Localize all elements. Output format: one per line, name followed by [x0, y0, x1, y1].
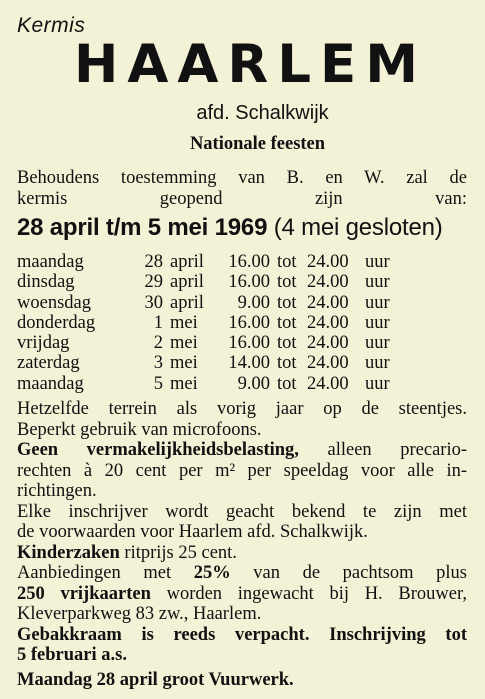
conditions-text	[17, 399, 467, 690]
vrijkaarten-rest: worden ingewacht bij H. Brouwer,	[166, 583, 467, 604]
date-range-main: 28 april t/m 5 mei 1969	[17, 214, 268, 241]
inschrijver-line-1: Elke inschrijver wordt geacht bekend te zijn met	[17, 501, 467, 522]
terrein-line-1: Hetzelfde terrein als vorig jaar op de steentjes.	[17, 399, 467, 419]
belasting-line-2: rechten à 20 cent per m² per speeldag voor alle in-	[17, 460, 467, 481]
vrijkaarten-line	[17, 584, 467, 605]
schedule-day: maandag	[17, 373, 84, 394]
schedule-day: zaterdag	[17, 353, 80, 374]
inschrijver-line-2: de voorwaarden voor Haarlem afd. Schalkwijk.	[17, 522, 368, 542]
schedule-uur: uur	[365, 292, 390, 313]
schedule-month: april	[170, 292, 204, 313]
schedule-to-time: 24.00	[307, 292, 349, 313]
schedule-uur: uur	[365, 312, 390, 333]
schedule-date: 29	[144, 272, 163, 293]
schedule-uur: uur	[365, 272, 390, 293]
vrijkaarten-bold: 250 vrijkaarten	[17, 583, 151, 604]
gebakkraam-line-2: 5 februari a.s.	[17, 645, 127, 665]
schedule-date: 1	[153, 312, 163, 333]
schedule-date: 28	[144, 252, 163, 272]
schedule-uur: uur	[365, 252, 390, 272]
aanbiedingen-line	[17, 563, 467, 584]
schedule-to-time: 24.00	[307, 373, 349, 394]
kinderzaken-bold: Kinderzaken	[17, 542, 120, 563]
kinderzaken-rest: ritprijs 25 cent.	[124, 542, 237, 563]
intro-line-2: kermis geopend zijn van:	[17, 188, 467, 209]
adres-line: Kleverparkweg 83 zw., Haarlem.	[17, 604, 262, 624]
schedule-tot: tot	[277, 353, 297, 374]
schedule-to-time: 24.00	[307, 353, 349, 374]
schedule-month: mei	[170, 312, 198, 333]
schedule-to-time: 24.00	[307, 312, 349, 333]
schedule-month: mei	[170, 333, 198, 354]
schedule-month: april	[170, 252, 204, 272]
aanbiedingen-b: van de pachtsom plus	[253, 563, 467, 583]
intro-line-1: Behoudens toestemming van B. en W. zal de	[17, 168, 467, 188]
schedule-date: 5	[153, 373, 163, 394]
afdeling-label: afd. Schalkwijk	[196, 102, 329, 124]
schedule-from-time: 14.00	[228, 353, 270, 374]
belasting-rest: alleen precario-	[327, 440, 467, 460]
schedule-day: vrijdag	[17, 333, 70, 354]
schedule-to-time: 24.00	[307, 272, 349, 293]
schedule-from-time: 16.00	[228, 252, 270, 272]
schedule-from-time: 16.00	[228, 312, 270, 333]
terrein-line-2: Beperkt gebruik van microfoons.	[17, 419, 262, 440]
aanbiedingen-pct: 25%	[193, 563, 231, 583]
aanbiedingen-a: Aanbiedingen met	[17, 563, 172, 583]
kinderzaken-line	[17, 543, 467, 564]
kermis-label: Kermis	[17, 14, 86, 37]
belasting-bold: Geen vermakelijkheidsbelasting,	[17, 440, 299, 460]
belasting-line-1	[17, 440, 467, 461]
schedule-from-time: 9.00	[237, 373, 270, 394]
schedule-month: mei	[170, 353, 198, 374]
schedule-to-time: 24.00	[307, 333, 349, 354]
schedule-tot: tot	[277, 292, 297, 313]
date-range-note: (4 mei gesloten)	[273, 214, 443, 241]
schedule-month: mei	[170, 373, 198, 394]
vuurwerk-line: Maandag 28 april groot Vuurwerk.	[17, 669, 294, 690]
schedule-day: maandag	[17, 252, 84, 272]
schedule-date: 30	[144, 292, 163, 313]
schedule-tot: tot	[277, 252, 297, 272]
schedule-day: dinsdag	[17, 272, 75, 293]
schedule-day: woensdag	[17, 292, 91, 313]
schedule-uur: uur	[365, 333, 390, 354]
schedule-from-time: 16.00	[228, 272, 270, 293]
schedule-from-time: 9.00	[237, 292, 270, 313]
belasting-line-3: richtingen.	[17, 481, 97, 501]
schedule-tot: tot	[277, 333, 297, 354]
schedule-tot: tot	[277, 373, 297, 394]
schedule-date: 2	[153, 333, 163, 354]
date-range	[17, 214, 472, 242]
intro-paragraph	[17, 168, 467, 209]
schedule-month: april	[170, 272, 204, 293]
page-title: HAARLEM	[74, 34, 427, 95]
schedule-date: 3	[153, 353, 163, 374]
gebakkraam-line-1: Gebakkraam is reeds verpacht. Inschrijving tot	[17, 624, 467, 645]
schedule-tot: tot	[277, 312, 297, 333]
schedule-day: donderdag	[17, 312, 96, 333]
schedule-from-time: 16.00	[228, 333, 270, 354]
schedule-to-time: 24.00	[307, 252, 349, 272]
schedule-tot: tot	[277, 272, 297, 293]
schedule-uur: uur	[365, 353, 390, 374]
schedule-uur: uur	[365, 373, 390, 394]
subtitle: Nationale feesten	[189, 134, 326, 154]
